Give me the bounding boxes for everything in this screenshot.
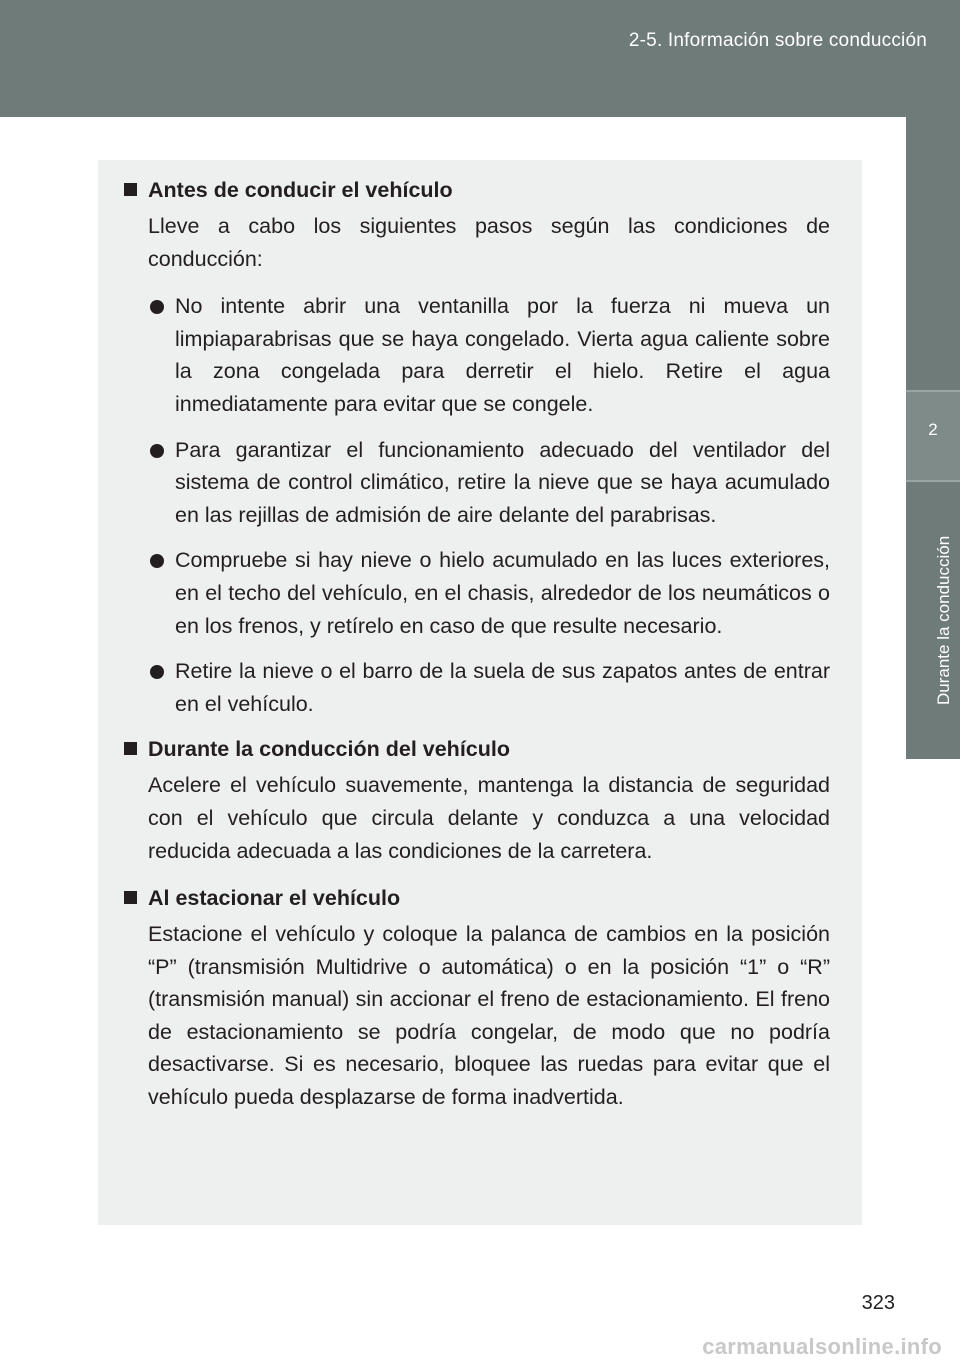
section-title-during-driving	[148, 733, 830, 765]
list-item-text: Para garantizar el funcionamiento adecuado del ventilador del sistema de control climático, retire la nieve que se haya acumulado en las rejillas de admisión de aire delante del parabrisas.	[175, 437, 830, 527]
info-content	[98, 174, 862, 1129]
section-title-text: Antes de conducir el vehículo	[148, 178, 453, 202]
section-title-before-driving	[148, 174, 830, 206]
section-title-text: Al estacionar el vehículo	[148, 886, 401, 911]
list-item	[175, 655, 830, 720]
square-bullet-icon	[124, 891, 137, 904]
list-item-text: Retire la nieve o el barro de la suela de sus zapatos antes de entrar en el vehículo.	[175, 659, 830, 716]
list-item	[175, 544, 830, 642]
square-bullet-icon	[124, 742, 137, 755]
round-bullet-icon	[150, 554, 164, 568]
info-box	[98, 160, 862, 1225]
chapter-label: Durante la conducción	[934, 535, 953, 705]
section-intro: Estacione el vehículo y coloque la palanca de cambios en la posición “P” (transmisión Multidrive o automática) o en la posición “1” o “R” (transmisión manual) sin accionar el freno de estacionamiento. El freno de estacionamiento se podría congelar, de modo que no podría desactivarse. Si es necesario, bloquee las ruedas para evitar que el vehículo pueda desplazarse de forma inadvertida.	[148, 922, 830, 1110]
list-item	[175, 290, 830, 420]
section-title-parking	[148, 882, 830, 914]
header-title: 2-5. Información sobre conducción	[628, 30, 927, 51]
list-item-text: Compruebe si hay nieve o hielo acumulado en las luces exteriores, en el techo del vehículo, en el chasis, alrededor de los neumáticos o en los frenos, y retírelo en caso de que resulte necesario.	[175, 548, 830, 638]
list-item-text: No intente abrir una ventanilla por la fuerza ni mueva un limpiaparabrisas que se haya congelado. Vierta agua caliente sobre la zona congelada para derretir el hielo. Retire el agua inmediatamente para evitar que se congele.	[175, 294, 830, 416]
section-title-text: Durante la conducción del vehículo	[148, 737, 510, 762]
chapter-number: 2	[928, 420, 938, 439]
watermark: carmanualsonline.info	[702, 1334, 942, 1359]
page-number: 323	[861, 1292, 895, 1314]
square-bullet-icon	[124, 183, 137, 196]
list-item	[175, 434, 830, 532]
round-bullet-icon	[150, 300, 164, 314]
round-bullet-icon	[150, 665, 164, 679]
section-intro: Acelere el vehículo suavemente, mantenga la distancia de seguridad con el vehículo que circula delante y conduzca a una velocidad reducida adecuada a las condiciones de la carretera.	[148, 773, 830, 863]
round-bullet-icon	[150, 444, 164, 458]
section-intro: Lleve a cabo los siguientes pasos según las condiciones de conducción:	[148, 214, 830, 271]
page-header	[0, 0, 960, 117]
